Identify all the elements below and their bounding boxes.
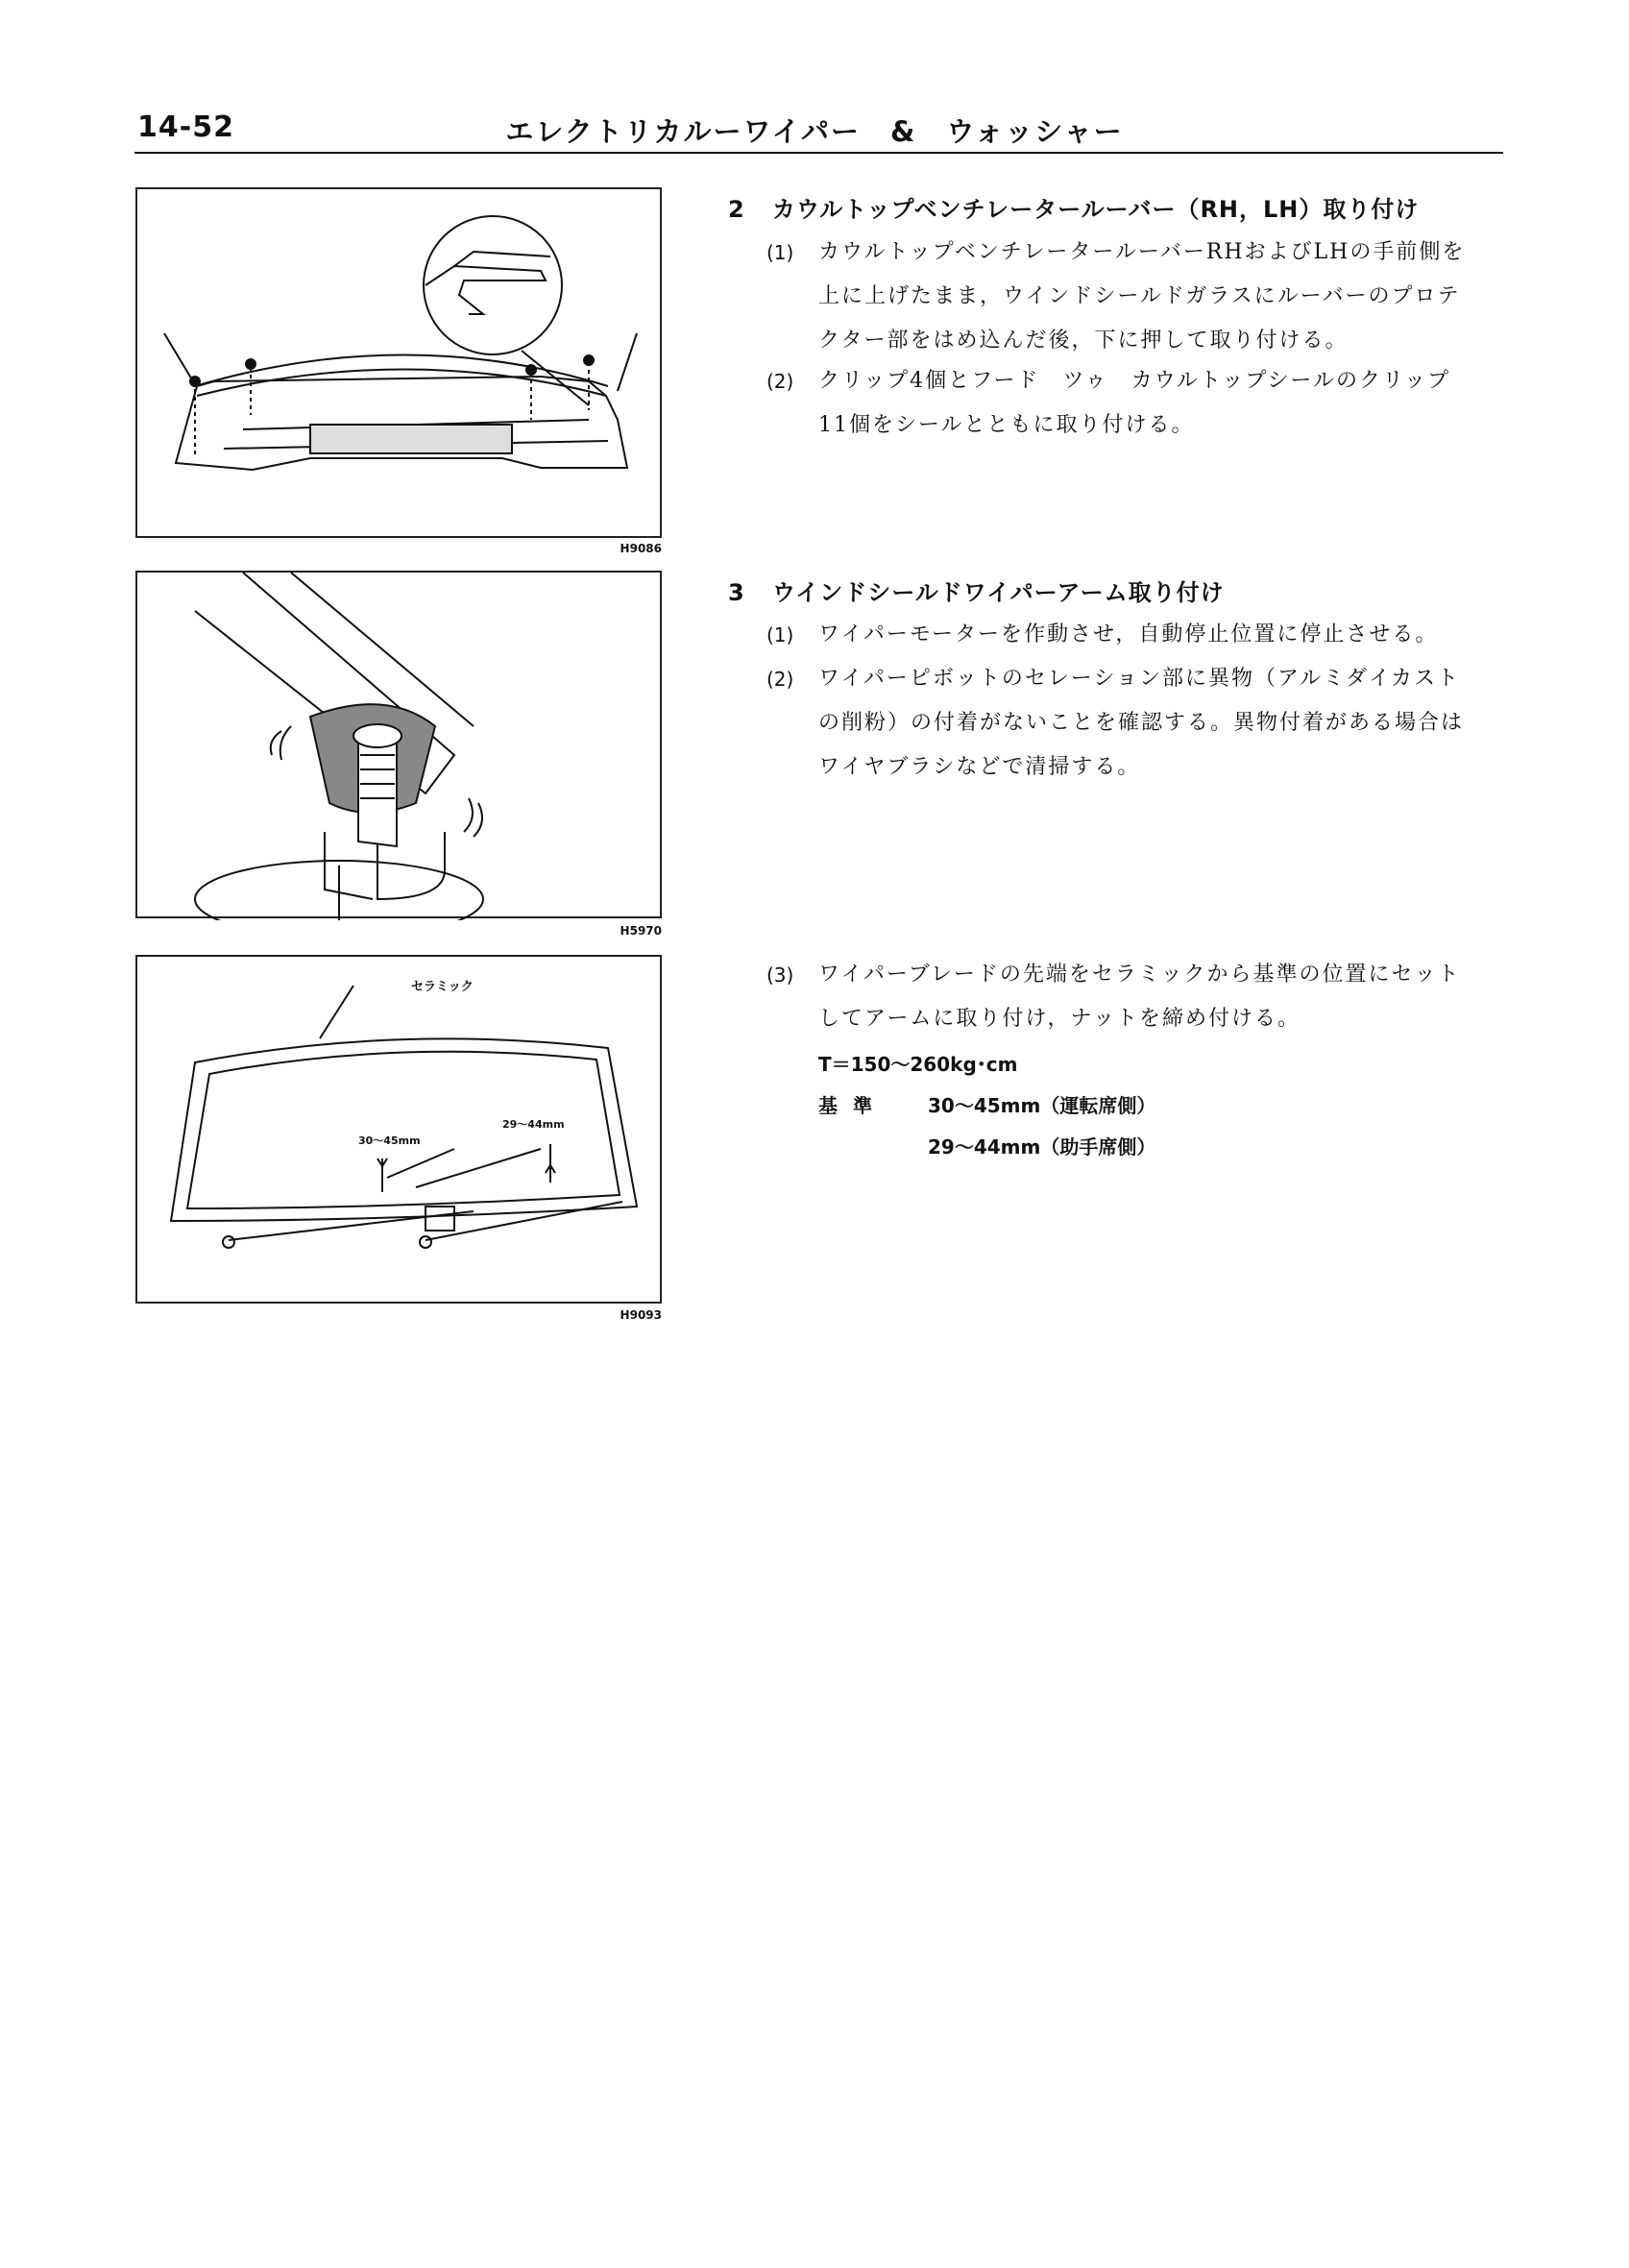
passenger-side-spec: 29〜44mm（助手席側）	[928, 1135, 1156, 1158]
torque-spec: T＝150〜260kg･cm	[818, 1053, 1018, 1076]
step	[766, 953, 1518, 1041]
figure-wiper-position	[135, 955, 662, 1304]
page-number: 14-52	[137, 110, 234, 144]
section-title: ウインドシールドワイパーアーム取り付け	[772, 579, 1225, 606]
step-line: カウルトップベンチレータールーバーRHおよびLHの手前側を	[818, 240, 1466, 264]
step-line: クター部をはめ込んだ後，下に押して取り付ける。	[818, 329, 1349, 353]
step-index: (2)	[766, 668, 794, 691]
step-line: クリップ4個とフード ツゥ カウルトップシールのクリップ	[818, 369, 1451, 393]
section-heading	[728, 573, 1225, 607]
step-index: (2)	[766, 370, 794, 393]
step-line: ワイパーブレードの先端をセラミックから基準の位置にセット	[818, 963, 1461, 987]
figure-code: H5970	[620, 924, 662, 938]
windshield-illustration	[137, 957, 664, 1305]
section-heading	[728, 190, 1419, 224]
figure-cowl-louver	[135, 187, 662, 538]
step-line: 11個をシールとともに取り付ける。	[818, 413, 1195, 437]
cowl-louver-illustration	[137, 189, 664, 540]
reference-label: 基準	[818, 1094, 887, 1117]
step-line: ワイパーピボットのセレーション部に異物（アルミダイカスト	[818, 667, 1461, 691]
step-line: ワイヤブラシなどで清掃する。	[818, 755, 1141, 779]
step	[766, 657, 1518, 790]
step-index: (1)	[766, 623, 794, 646]
passenger-side-label: 29〜44mm	[502, 1118, 565, 1131]
section-title: カウルトップベンチレータールーバー（RH，LH）取り付け	[772, 196, 1420, 223]
section-number: 2	[728, 196, 745, 223]
step-line: の削粉）の付着がないことを確認する。異物付着がある場合は	[818, 711, 1465, 735]
figure-code: H9086	[620, 542, 662, 555]
ceramic-label: セラミック	[411, 980, 474, 994]
driver-side-label: 30〜45mm	[358, 1134, 421, 1147]
section-number: 3	[728, 579, 745, 606]
header-divider	[134, 152, 1503, 154]
driver-side-spec: 30〜45mm（運転席側）	[928, 1094, 1156, 1117]
step	[766, 359, 1518, 448]
step-line: 上に上げたまま，ウインドシールドガラスにルーバーのプロテ	[818, 284, 1461, 308]
step	[766, 231, 1518, 363]
page-title: エレクトリカルーワイパー & ウォッシャー	[505, 115, 1124, 148]
step	[766, 613, 1518, 657]
figure-code: H9093	[620, 1308, 662, 1322]
step-index: (1)	[766, 241, 794, 264]
figure-wiper-pivot	[135, 571, 662, 918]
step-line: ワイパーモーターを作動させ，自動停止位置に停止させる。	[818, 622, 1439, 646]
step-line: してアームに取り付け，ナットを締め付ける。	[818, 1007, 1301, 1031]
wiper-pivot-illustration	[137, 573, 664, 920]
step-index: (3)	[766, 963, 794, 987]
